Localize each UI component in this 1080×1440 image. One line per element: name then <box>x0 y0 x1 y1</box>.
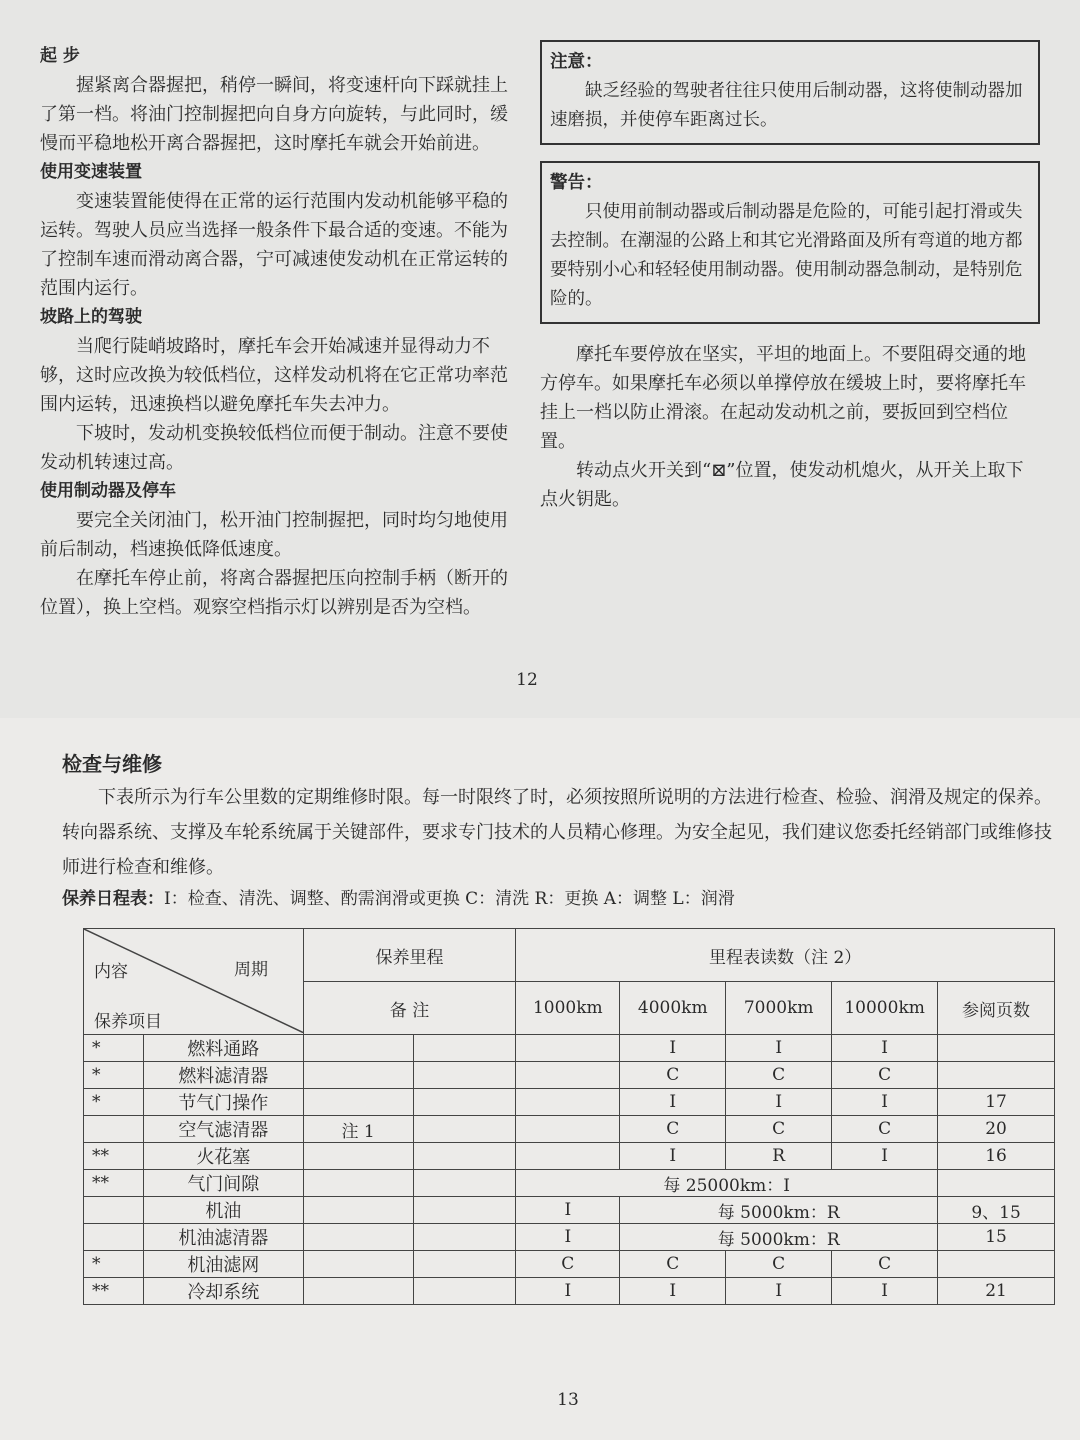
row-mark: ** <box>84 1143 144 1170</box>
row-note <box>303 1197 413 1224</box>
table-row <box>84 1143 1055 1170</box>
row-ref <box>938 1035 1055 1062</box>
row-item: 气门间隙 <box>143 1170 303 1197</box>
table-row <box>84 1089 1055 1116</box>
col-7000km: 7000km <box>726 982 832 1035</box>
cell <box>516 1116 620 1143</box>
right-column <box>540 40 1040 514</box>
header-period: 周期 <box>234 960 268 980</box>
table-row <box>84 1197 1055 1224</box>
cell: I <box>726 1278 832 1305</box>
row-ref <box>938 1251 1055 1278</box>
table-row <box>84 1035 1055 1062</box>
row-item: 燃料滤清器 <box>143 1062 303 1089</box>
cell: I <box>620 1143 726 1170</box>
span-cell: 每 25000km：I <box>516 1170 938 1197</box>
row-note <box>303 1062 413 1089</box>
park-text: 摩托车要停放在坚实，平坦的地面上。不要阻碍交通的地方停车。如果摩托车必须以单撑停放在缓坡上时，要将摩托车挂上一档以防止滑滚。在起动发动机之前，要扳回到空档位置。 <box>540 344 1026 452</box>
cell: I <box>620 1035 726 1062</box>
row-item: 火花塞 <box>143 1143 303 1170</box>
page-13 <box>0 718 1080 1440</box>
header-mileage: 保养里程 <box>303 929 516 982</box>
row-note <box>303 1089 413 1116</box>
row-mark: ** <box>84 1278 144 1305</box>
cell: R <box>726 1143 832 1170</box>
row-item: 空气滤清器 <box>143 1116 303 1143</box>
table-row <box>84 1224 1055 1251</box>
cell: I <box>516 1224 620 1251</box>
heading-start: 起 步 <box>40 46 80 66</box>
page-12 <box>0 0 1080 718</box>
row-mark: * <box>84 1035 144 1062</box>
row-item: 机油 <box>143 1197 303 1224</box>
cell: I <box>620 1278 726 1305</box>
cell: I <box>832 1278 938 1305</box>
row-note <box>303 1170 413 1197</box>
row-note: 注 1 <box>303 1116 413 1143</box>
header-diagonal-cell <box>84 929 304 1035</box>
row-mark: * <box>84 1089 144 1116</box>
row-item: 冷却系统 <box>143 1278 303 1305</box>
cell <box>516 1089 620 1116</box>
row-ref: 17 <box>938 1089 1055 1116</box>
cell: I <box>726 1035 832 1062</box>
slope-text-2: 下坡时，发动机变换较低档位而便于制动。注意不要使发动机转速过高。 <box>40 423 508 473</box>
row-ref: 9、15 <box>938 1197 1055 1224</box>
cell: C <box>620 1062 726 1089</box>
header-content: 内容 <box>94 962 128 982</box>
cell: C <box>726 1251 832 1278</box>
header-ref-page: 参阅页数 <box>938 982 1055 1035</box>
row-note <box>303 1251 413 1278</box>
row-mark <box>84 1116 144 1143</box>
gear-text: 变速装置能使得在正常的运行范围内发动机能够平稳的运转。驾驶人员应当选择一般条件下最合适的变速。不能为了控制车速而滑动离合器，宁可减速使发动机在正常运转的范围内运行。 <box>40 191 508 299</box>
brake-text-2: 在摩托车停止前，将离合器握把压向控制手柄（断开的位置），换上空档。观察空档指示灯以辨别是否为空档。 <box>40 568 508 618</box>
cell: C <box>726 1062 832 1089</box>
page-number-12: 12 <box>516 670 538 690</box>
cell: I <box>516 1278 620 1305</box>
cell: C <box>832 1251 938 1278</box>
row-item: 燃料通路 <box>143 1035 303 1062</box>
cell: C <box>832 1116 938 1143</box>
notice-title: 注意： <box>550 52 603 72</box>
legend-label: 保养日程表： <box>62 889 164 909</box>
cell <box>516 1035 620 1062</box>
table-row <box>84 1251 1055 1278</box>
row-ref: 15 <box>938 1224 1055 1251</box>
row-mark: ** <box>84 1170 144 1197</box>
row-ref <box>938 1062 1055 1089</box>
col-1000km: 1000km <box>516 982 620 1035</box>
key-text: 转动点火开关到“⊠”位置，使发动机熄火，从开关上取下点火钥匙。 <box>540 460 1024 510</box>
col-4000km: 4000km <box>620 982 726 1035</box>
maintenance-table <box>83 928 1055 1305</box>
row-note <box>303 1143 413 1170</box>
warning-title: 警告： <box>550 173 603 193</box>
cell: C <box>832 1062 938 1089</box>
table-row <box>84 1062 1055 1089</box>
cell: I <box>832 1143 938 1170</box>
heading-brake: 使用制动器及停车 <box>40 481 176 501</box>
header-odometer: 里程表读数（注 2） <box>516 929 1055 982</box>
brake-text-1: 要完全关闭油门，松开油门控制握把，同时均匀地使用前后制动，档速换低降低速度。 <box>40 510 508 560</box>
warning-box <box>540 161 1040 324</box>
row-mark <box>84 1197 144 1224</box>
row-note <box>303 1278 413 1305</box>
cell: I <box>832 1089 938 1116</box>
start-text: 握紧离合器握把，稍停一瞬间，将变速杆向下踩就挂上了第一档。将油门控制握把向自身方向旋转，与此同时，缓慢而平稳地松开离合器握把，这时摩托车就会开始前进。 <box>40 75 508 154</box>
warning-text: 只使用前制动器或后制动器是危险的，可能引起打滑或失去控制。在潮湿的公路上和其它光滑路面及所有弯道的地方都要特别小心和轻轻使用制动器。使用制动器急制动，是特别危险的。 <box>550 202 1023 309</box>
table-row <box>84 1116 1055 1143</box>
cell: C <box>726 1116 832 1143</box>
cell: I <box>726 1089 832 1116</box>
cell: I <box>516 1197 620 1224</box>
row-item: 机油滤清器 <box>143 1224 303 1251</box>
notice-text: 缺乏经验的驾驶者往往只使用后制动器，这将使制动器加速磨损，并使停车距离过长。 <box>550 81 1023 130</box>
intro-text: 下表所示为行车公里数的定期维修时限。每一时限终了时，必须按照所说明的方法进行检查、检验、润滑及规定的保养。转向器系统、支撑及车轮系统属于关键部件，要求专门技术的人员精心修理。为安全起见，我们建议您委托经销部门或维修技师进行检查和维修。 <box>62 787 1052 878</box>
row-note <box>303 1224 413 1251</box>
span-cell: 每 5000km：R <box>620 1224 938 1251</box>
table-row <box>84 1278 1055 1305</box>
row-item: 机油滤网 <box>143 1251 303 1278</box>
section-title: 检查与维修 <box>62 752 162 776</box>
header-item: 保养项目 <box>94 1012 162 1032</box>
span-cell: 每 5000km：R <box>620 1197 938 1224</box>
cell: C <box>516 1251 620 1278</box>
row-ref: 21 <box>938 1278 1055 1305</box>
schedule-legend <box>62 884 735 909</box>
cell: C <box>620 1116 726 1143</box>
row-mark: * <box>84 1062 144 1089</box>
cell <box>516 1062 620 1089</box>
cell: I <box>832 1035 938 1062</box>
row-note <box>303 1035 413 1062</box>
cell: I <box>620 1089 726 1116</box>
col-10000km: 10000km <box>832 982 938 1035</box>
heading-slope: 坡路上的驾驶 <box>40 307 142 327</box>
row-ref: 20 <box>938 1116 1055 1143</box>
cell: C <box>620 1251 726 1278</box>
row-mark: * <box>84 1251 144 1278</box>
heading-gear: 使用变速装置 <box>40 162 142 182</box>
legend-text: I：检查、清洗、调整、酌需润滑或更换 C：清洗 R：更换 A：调整 L：润滑 <box>164 889 735 909</box>
page-number-13: 13 <box>557 1390 579 1410</box>
header-remarks: 备 注 <box>303 982 516 1035</box>
row-ref <box>938 1170 1055 1197</box>
slope-text-1: 当爬行陡峭坡路时，摩托车会开始减速并显得动力不够，这时应改换为较低档位，这样发动机将在它正常功率范围内运转，迅速换档以避免摩托车失去冲力。 <box>40 336 508 415</box>
row-item: 节气门操作 <box>143 1089 303 1116</box>
cell <box>516 1143 620 1170</box>
table-row <box>84 1170 1055 1197</box>
row-mark <box>84 1224 144 1251</box>
row-ref: 16 <box>938 1143 1055 1170</box>
notice-box <box>540 40 1040 145</box>
left-column <box>40 42 510 622</box>
